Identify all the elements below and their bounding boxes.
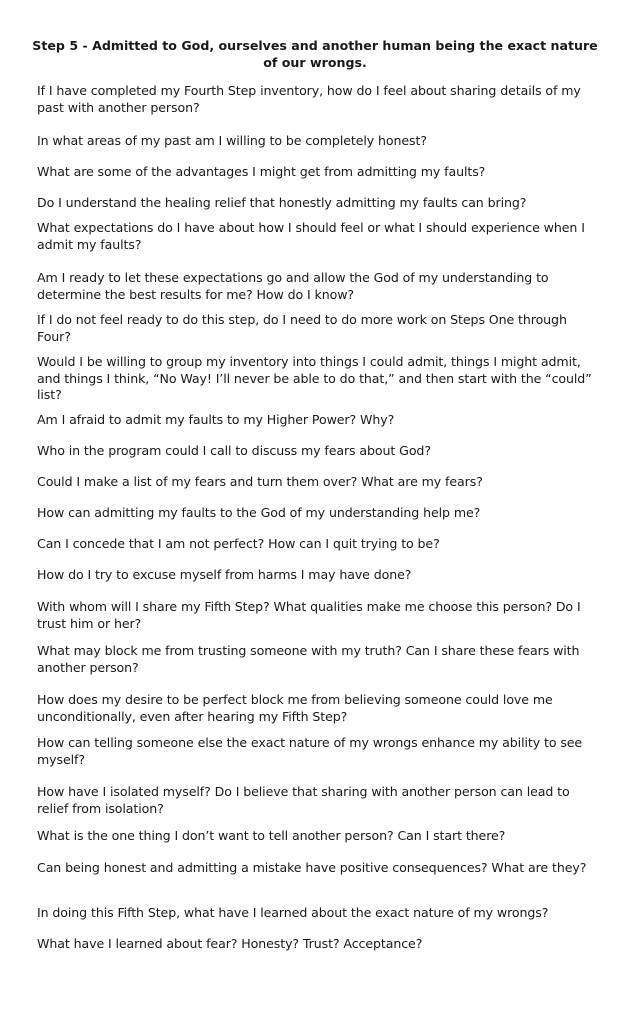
question-item: What expectations do I have about how I should feel or what I should experience when I admit my faults? [37, 220, 585, 252]
question-item: Can I concede that I am not perfect? How can I quit trying to be? [37, 536, 440, 551]
question-item: Who in the program could I call to discuss my fears about God? [37, 443, 431, 458]
question-item: What is the one thing I don’t want to tell another person? Can I start there? [37, 828, 506, 843]
question-item: Can being honest and admitting a mistake have positive consequences? What are they? [37, 860, 587, 875]
question-item: How have I isolated myself? Do I believe that sharing with another person can lead to relief from isolation? [37, 784, 570, 816]
question-item: What are some of the advantages I might get from admitting my faults? [37, 164, 486, 179]
question-item: Do I understand the healing relief that honestly admitting my faults can bring? [37, 195, 527, 210]
question-item: Would I be willing to group my inventory into things I could admit, things I might admit, and things I think, “No Way! I’ll never be able to do that,” and then start with the “could” list? [37, 354, 592, 402]
question-item: How can admitting my faults to the God of my understanding help me? [37, 505, 481, 520]
question-item: In what areas of my past am I willing to be completely honest? [37, 133, 427, 148]
question-item: How can telling someone else the exact nature of my wrongs enhance my ability to see myself? [37, 735, 583, 767]
question-item: Could I make a list of my fears and turn them over? What are my fears? [37, 474, 483, 489]
question-item: What may block me from trusting someone with my truth? Can I share these fears with another person? [37, 643, 580, 675]
question-item: If I have completed my Fourth Step inventory, how do I feel about sharing details of my past with another person? [37, 83, 581, 115]
question-item: With whom will I share my Fifth Step? What qualities make me choose this person? Do I trust him or her? [37, 599, 581, 631]
question-item: Am I afraid to admit my faults to my Higher Power? Why? [37, 412, 395, 427]
question-item: In doing this Fifth Step, what have I learned about the exact nature of my wrongs? [37, 905, 549, 920]
question-item: Am I ready to let these expectations go and allow the God of my understanding to determine the best results for me? How do I know? [37, 270, 549, 302]
question-item: How do I try to excuse myself from harms I may have done? [37, 567, 412, 582]
question-item: What have I learned about fear? Honesty? Trust? Acceptance? [37, 936, 423, 951]
question-item: If I do not feel ready to do this step, do I need to do more work on Steps One through Four? [37, 312, 567, 344]
page-title: Step 5 - Admitted to God, ourselves and another human being the exact nature of our wrongs. [32, 38, 598, 70]
question-item: How does my desire to be perfect block me from believing someone could love me unconditionally, even after hearing my Fifth Step? [37, 692, 553, 724]
